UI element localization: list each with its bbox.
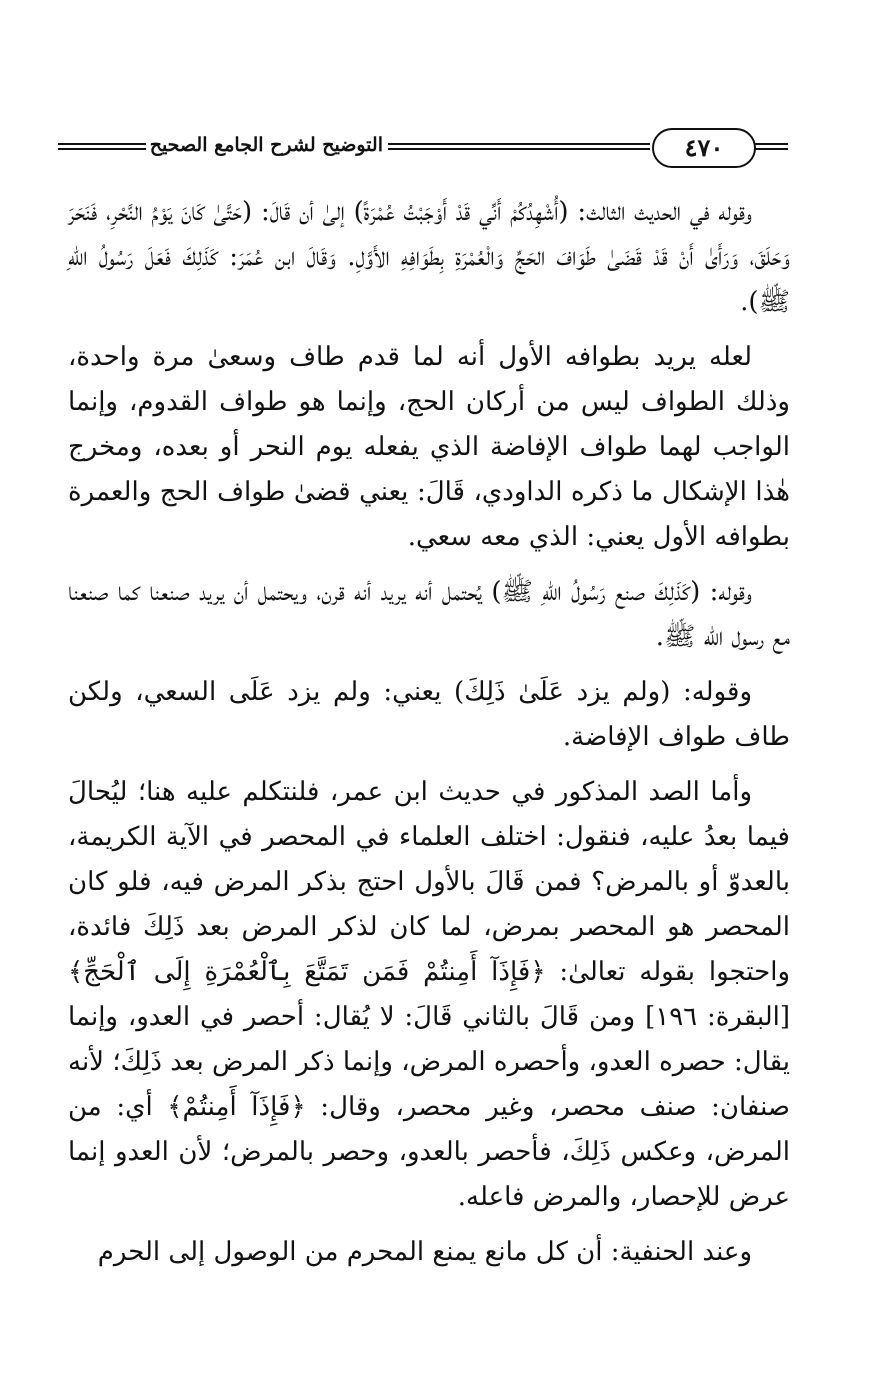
- page-number: ٤٧٠: [652, 128, 756, 168]
- paragraph-4: وقوله: (ولم يزد عَلَىٰ ذَلِكَ) يعني: ولم يزد عَلَى السعي، ولكن طاف طواف الإفاضة.: [68, 677, 790, 752]
- paragraph-1: وقوله في الحديث الثالث: (أُشْهِدُكُمْ أَنِّي قَدْ أَوْجَبْتُ عُمْرَةً) إلىٰ أن قَالَ: (حَتَّىٰ كَانَ يَوْمُ النَّحْرِ، فَنَحَرَ وَحَلَقَ، وَرَأَىٰ أَنْ قَدْ قَضَىٰ طَوَافَ الحَجِّ وَالْعُمْرَةِ بِطَوَافِهِ الأَوَّلِ. وَقَالَ ابن عُمَرَ: كَذَلِكَ فَعَلَ رَسُولُ اللهِ ﷺ).: [68, 197, 790, 317]
- page-header: [58, 128, 788, 172]
- header-rule-left: [58, 143, 146, 150]
- paragraph-6: وعند الحنفية: أن كل مانع يمنع المحرم من الوصول إلى الحرم: [97, 1237, 752, 1267]
- paragraph-3: وقوله: (كَذَلِكَ صنع رَسُولُ اللهِ ﷺ) يُحتمل أنه يريد أنه قرن، ويحتمل أن يريد صنعنا كما صنعنا مع رسول الله ﷺ.: [68, 577, 790, 652]
- header-rule-middle: [388, 143, 650, 150]
- body-text: [68, 190, 790, 1285]
- running-title: التوضيح لشرح الجامع الصحيح: [149, 134, 383, 156]
- paragraph-5: وأما الصد المذكور في حديث ابن عمر، فلنتكلم عليه هنا؛ ليُحالَ فيما بعدُ عليه، فنقول: اختلف العلماء في المحصر في الآية الكريمة، بالعدوّ أو بالمرض؟ فمن قَالَ بالأول احتج بذكر المرض فيه، فلو كان المحصر هو المحصر بمرض، لما كان لذكر المرض بعد ذَلِكَ فائدة، واحتجوا بقوله تعالىٰ: ﴿فَإِذَآ أَمِنتُمْ فَمَن تَمَتَّعَ بِٱلْعُمْرَةِ إِلَى ٱلْحَجِّ﴾ [البقرة: ١٩٦] ومن قَالَ بالثاني قَالَ: لا يُقال: أحصر في العدو، وإنما يقال: حصره العدو، وأحصره المرض، وإنما ذكر المرض بعد ذَلِكَ؛ لأنه صنفان: صنف محصر، وغير محصر، وقال: ﴿فَإِذَآ أَمِنتُمْ﴾ أي: من المرض، وعكس ذَلِكَ، فأحصر بالعدو، وحصر بالمرض؛ لأن العدو إنما عرض للإحصار، والمرض فاعله.: [68, 777, 791, 1212]
- paragraph-2: لعله يريد بطوافه الأول أنه لما قدم طاف وسعىٰ مرة واحدة، وذلك الطواف ليس من أركان الحج، وإنما هو طواف القدوم، وإنما الواجب لهما طواف الإفاضة الذي يفعله يوم النحر أو بعده، ومخرج هٰذا الإشكال ما ذكره الداودي، قَالَ: يعني قضىٰ طواف الحج والعمرة بطوافه الأول يعني: الذي معه سعي.: [68, 342, 790, 552]
